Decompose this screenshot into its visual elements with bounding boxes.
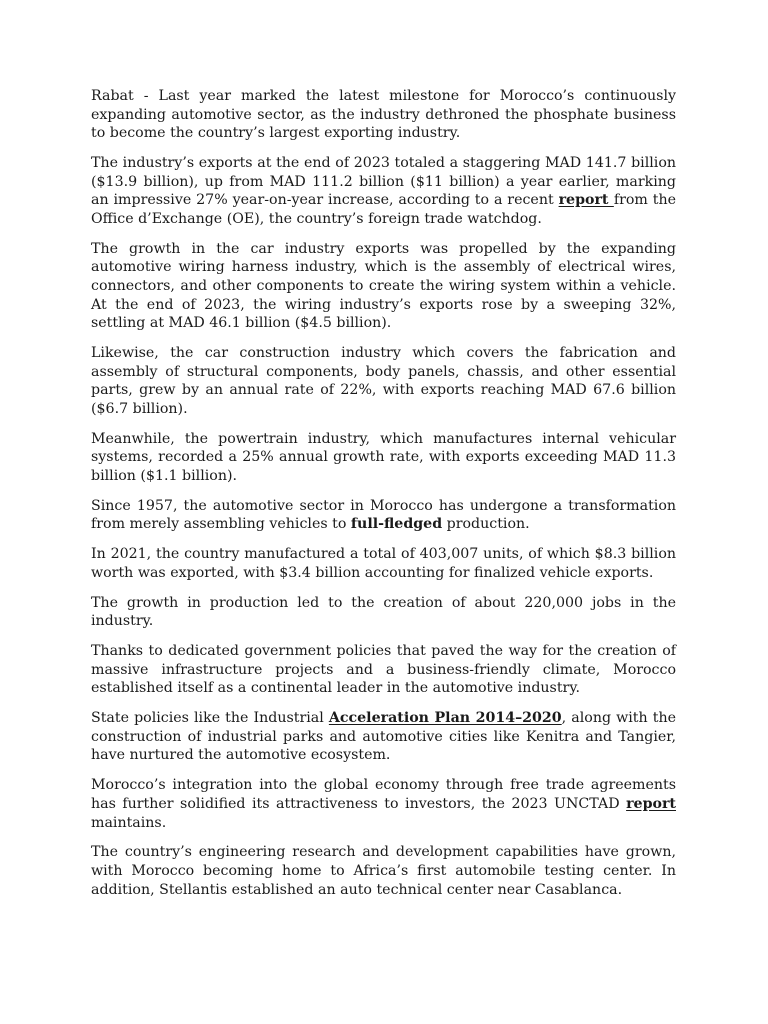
paragraph-state-policies — [91, 709, 676, 765]
paragraph-text: Morocco’s integration into the global economy through free trade agreements has further solidified its attractiveness to investors, the 2023 UNCTAD — [91, 777, 676, 812]
acceleration-plan-link[interactable]: Acceleration Plan 2014–2020 — [328, 710, 562, 727]
paragraph-text: Since 1957, the automotive sector in Morocco has undergone a transformation from merely assembling vehicles to — [91, 497, 676, 533]
paragraph-wiring-industry: The growth in the car industry exports was propelled by the expanding automotive wiring harness industry, which is the assembly of electrical wires, connectors, and other components to create the wiring system within a vehicle. At the end of 2023, the wiring industry’s exports rose by a sweeping 32%, settling at MAD 46.1 billion ($4.5 billion). — [91, 240, 676, 332]
paragraph-text: The industry’s exports at the end of 2023 totaled a staggering MAD 141.7 billion ($13.9 billion), up from MAD 111.2 billion ($11 billion) a year earlier, marking an impressive 27% year-on-year increase, according to a recent — [91, 155, 676, 209]
paragraph-text: , along with the construction of industrial parks and automotive cities like Kenitra and Tangier, have nurtured the automotive ecosystem. — [91, 710, 676, 764]
paragraph-research: The country’s engineering research and development capabilities have grown, with Morocco becoming home to Africa’s first automobile testing center. In addition, Stellantis established an auto technical center near Casablanca. — [91, 844, 676, 898]
paragraph-text: production. — [442, 516, 530, 533]
paragraph-exports-total — [91, 154, 676, 228]
report-link[interactable]: report — [558, 192, 614, 209]
paragraph-production-2021: In 2021, the country manufactured a total of 403,007 units, of which $8.3 billion worth was exported, with $3.4 billion accounting for finalized vehicle exports. — [91, 546, 676, 581]
paragraph-history — [91, 497, 676, 534]
paragraph-text: maintains. — [91, 814, 167, 831]
paragraph-integration — [91, 776, 676, 832]
paragraph-text: State policies like the Industrial — [91, 710, 329, 727]
paragraph-powertrain: Meanwhile, the powertrain industry, which manufactures internal vehicular systems, recorded a 25% annual growth rate, with exports exceeding MAD 11.3 billion ($1.1 billion). — [91, 430, 676, 484]
unctad-report-link[interactable]: report — [626, 795, 676, 812]
paragraph-policies: Thanks to dedicated government policies that paved the way for the creation of massive infrastructure projects and a business-friendly climate, Morocco established itself as a continental leader in the automotive industry. — [91, 643, 676, 697]
full-fledged-emphasis: full-fledged — [350, 516, 443, 533]
paragraph-jobs: The growth in production led to the creation of about 220,000 jobs in the industry. — [91, 594, 676, 630]
paragraph-intro: Rabat - Last year marked the latest milestone for Morocco’s continuously expanding automotive sector, as the industry dethroned the phosphate business to become the country’s largest exporting industry. — [91, 88, 676, 142]
paragraph-text: from the Office d’Exchange (OE), the country’s foreign trade watchdog. — [91, 192, 676, 227]
paragraph-car-construction: Likewise, the car construction industry which covers the fabrication and assembly of structural components, body panels, chassis, and other essential parts, grew by an annual rate of 22%, with exports reaching MAD 67.6 billion ($6.7 billion). — [91, 345, 676, 417]
article-body — [91, 87, 676, 911]
